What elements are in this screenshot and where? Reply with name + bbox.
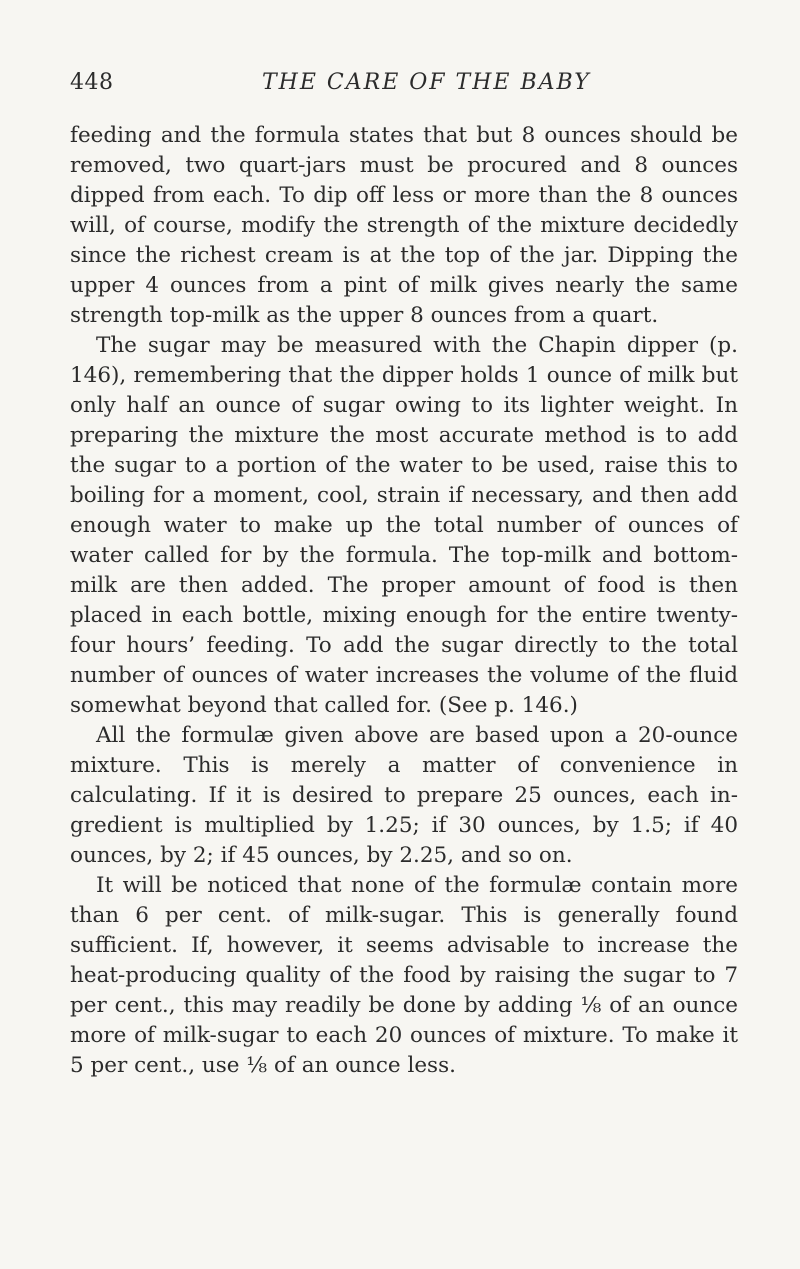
running-title: THE CARE OF THE BABY [262, 70, 591, 95]
paragraph-milk-sugar-percent: It will be noticed that none of the formulæ contain more than 6 per cent. of milk-sugar. This is generally found sufficient. If, however, it seems advisable to increase the heat-producing quality of the food by raising the sugar to 7 per cent., this may readily be done by adding ⅛ of an ounce more of milk-sugar to each 20 ounces of mixture. To make it 5 per cent., use ⅛ of an ounce less. [70, 873, 738, 1078]
page-number: 448 [70, 70, 114, 95]
running-head [70, 70, 735, 100]
paragraph-sugar-measurement: The sugar may be measured with the Chapin dipper (p. 146), remembering that the dipper holds 1 ounce of milk but only half an ounce of sugar owing to its lighter weight. In preparing the mixture the most accurate method is to add the sugar to a portion of the water to be used, raise this to boiling for a moment, cool, strain if necessary, and then add enough water to make up the total number of ounces of water called for by the formula. The top-milk and bottom-milk are then added. The proper amount of food is then placed in each bottle, mixing enough for the entire twenty-four hours’ feeding. To add the sugar directly to the total number of ounces of water increases the volume of the fluid somewhat beyond that called for. (See p. 146.) [70, 333, 738, 718]
body-text [70, 121, 738, 1081]
paragraph-continuation: feeding and the formula states that but 8 ounces should be removed, two quart-jars must be procured and 8 ounces dipped from each. To dip off less or more than the 8 ounces will, of course, modify the strength of the mixture decidedly since the richest cream is at the top of the jar. Dipping the upper 4 ounces from a pint of milk gives nearly the same strength top-milk as the upper 8 ounces from a quart. [70, 123, 738, 328]
paragraph-formula-scaling: All the formulæ given above are based upon a 20-ounce mixture. This is merely a matter of convenience in calculating. If it is desired to prepare 25 ounces, each ingredient is multiplied by 1.25; if 30 ounces, by 1.5; if 40 ounces, by 2; if 45 ounces, by 2.25, and so on. [70, 723, 738, 868]
